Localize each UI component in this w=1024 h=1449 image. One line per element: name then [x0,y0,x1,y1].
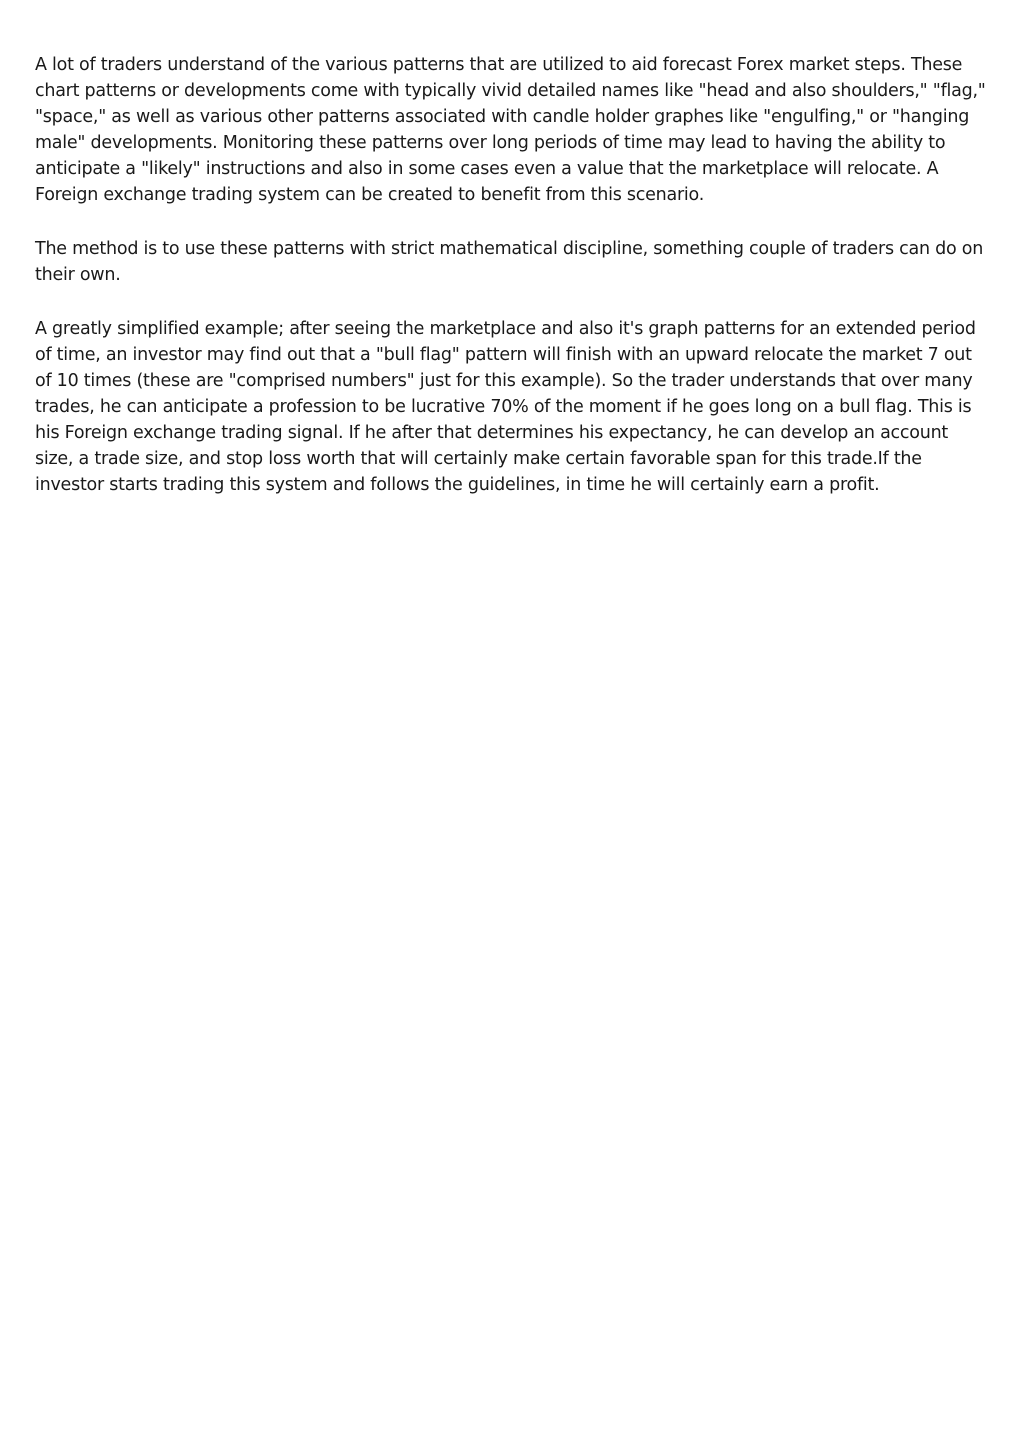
paragraph-method: The method is to use these patterns with strict mathematical discipline, something couple of traders can do on their own. [35,239,984,285]
paragraph-intro: A lot of traders understand of the various patterns that are utilized to aid forecast Forex market steps. These chart patterns or developments come with typically vivid detailed names like "head and also shoulders," "flag," "space," as well as various other patterns associated with candle holder graphes like "engulfing," or "hanging male" developments. Monitoring these patterns over long periods of time may lead to having the ability to anticipate a "likely" instructions and also in some cases even a value that the marketplace will relocate. A Foreign exchange trading system can be created to benefit from this scenario. [35,55,986,205]
document-body [35,52,990,526]
paragraph-example: A greatly simplified example; after seeing the marketplace and also it's graph patterns for an extended period of time, an investor may find out that a "bull flag" pattern will finish with an upward relocate the market 7 out of 10 times (these are "comprised numbers" just for this example). So the trader understands that over many trades, he can anticipate a profession to be lucrative 70% of the moment if he goes long on a bull flag. This is his Foreign exchange trading signal. If he after that determines his expectancy, he can develop an account size, a trade size, and stop loss worth that will certainly make certain favorable span for this trade.If the investor starts trading this system and follows the guidelines, in time he will certainly earn a profit. [35,319,976,495]
